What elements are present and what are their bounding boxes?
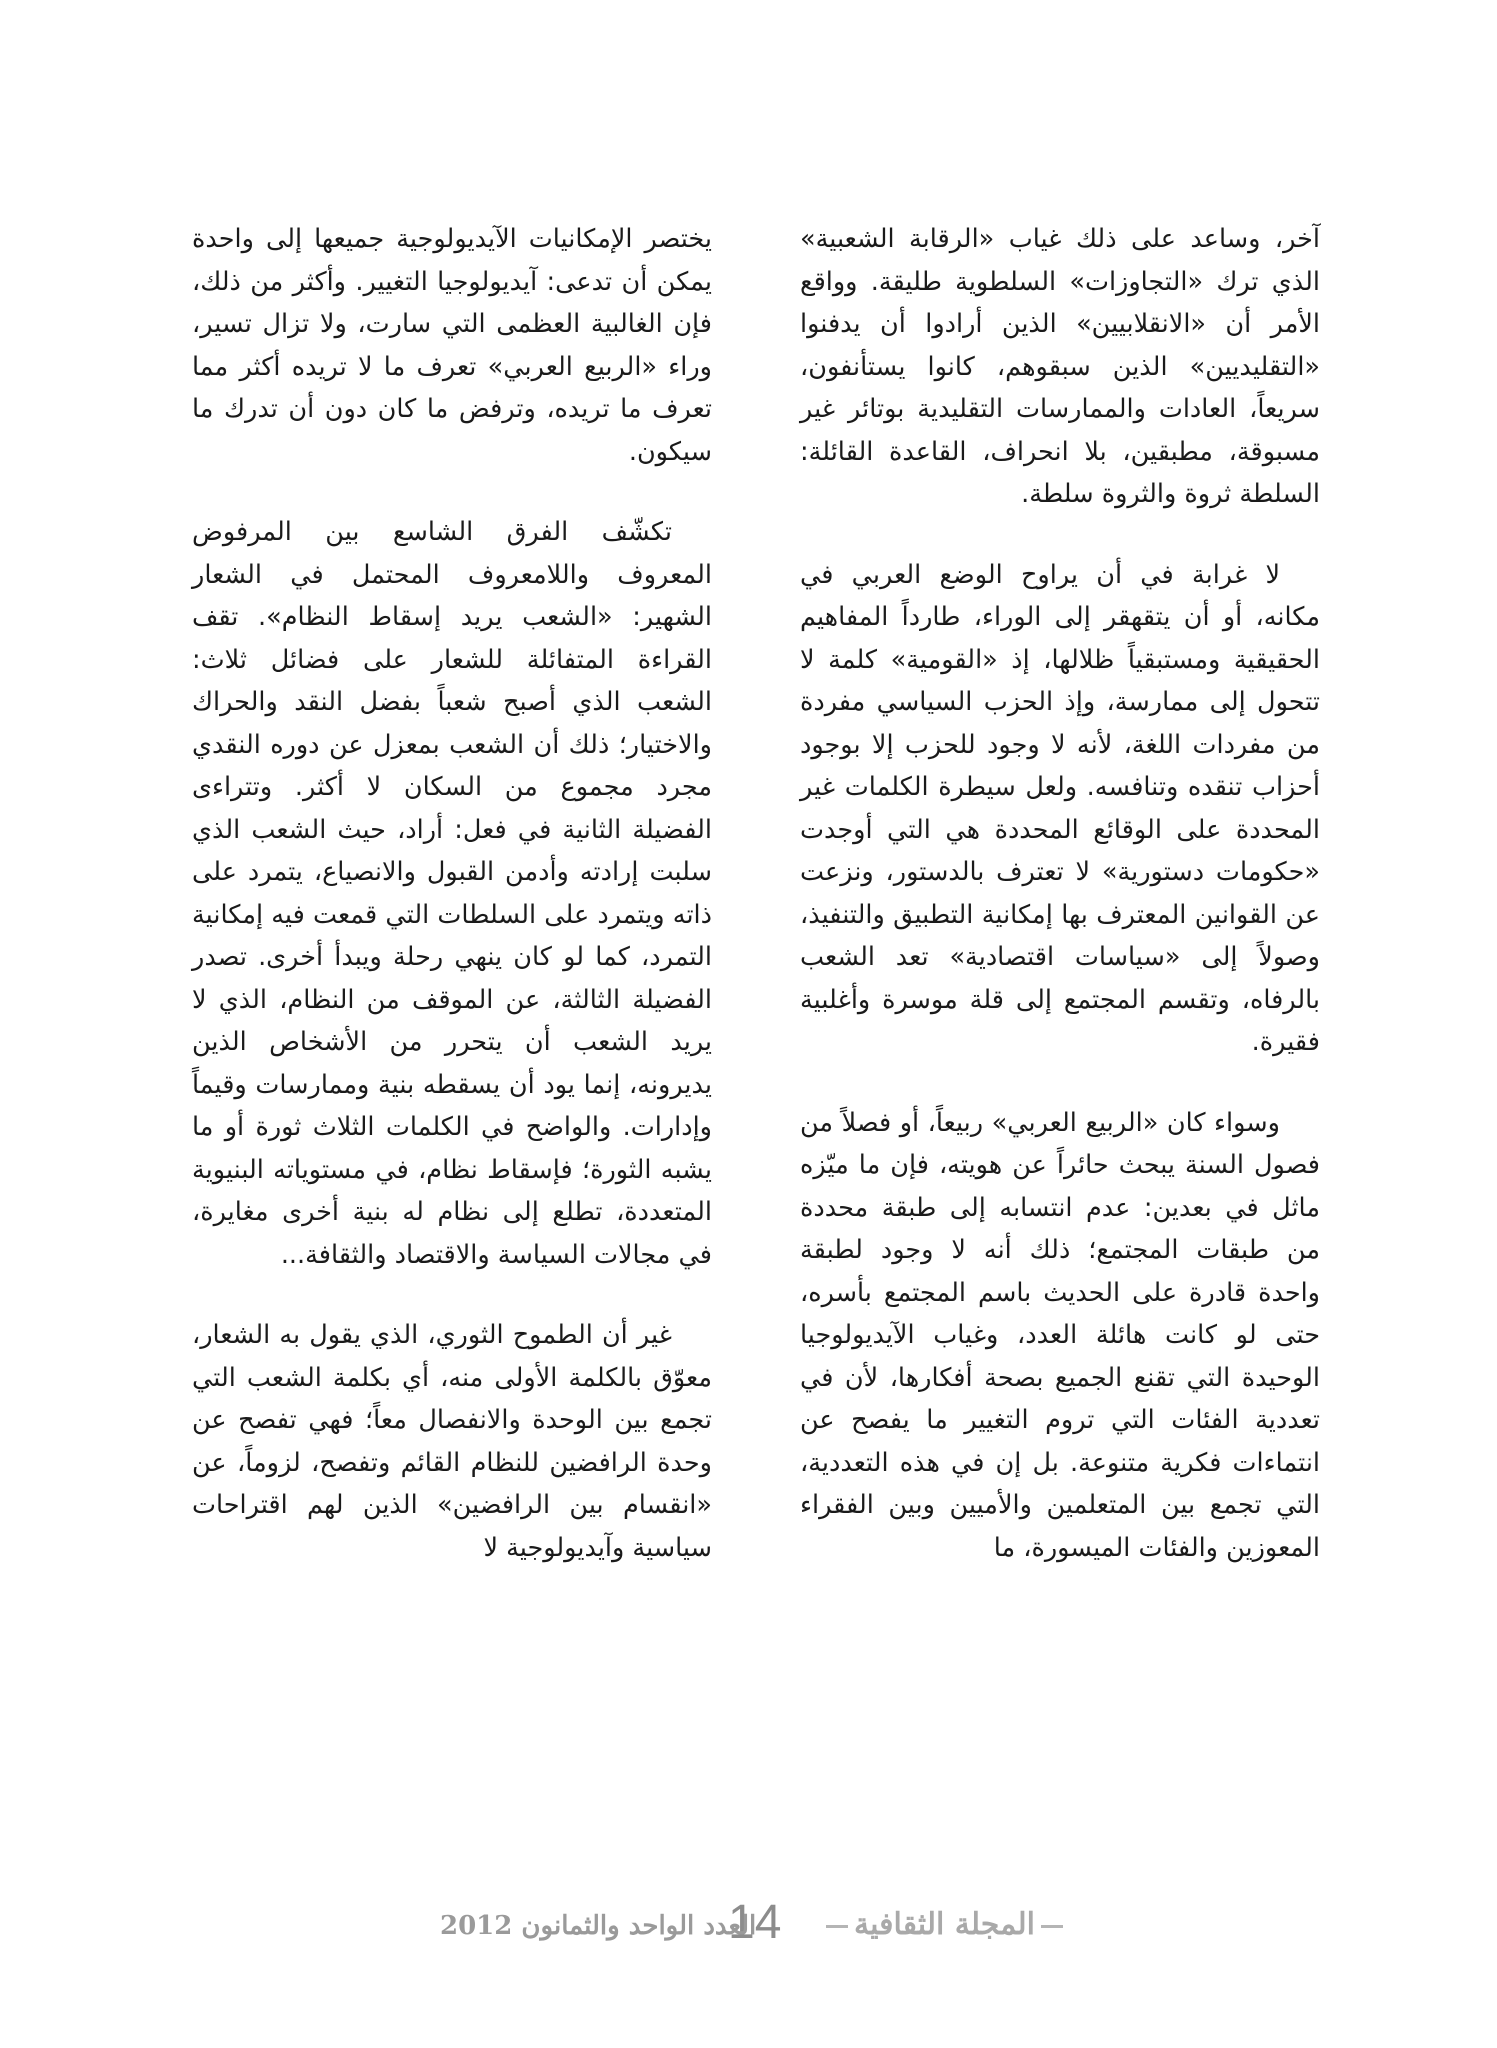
paragraph: تكشّف الفرق الشاسع بين المرفوض المعروف واللامعروف المحتمل في الشعار الشهير: «الشعب يريد إسقاط النظام». تقف القراءة المتفائلة للشعار على فضائل ثلاث: الشعب الذي أصبح شعباً بفضل النقد والحراك والاختيار؛ ذلك أن الشعب بمعزل عن دوره النقدي مجرد مجموع من السكان لا أكثر. وتتراءى الفضيلة الثانية في فعل: أراد، حيث الشعب الذي سلبت إرادته وأدمن القبول والانصياع، يتمرد على ذاته ويتمرد على السلطات التي قمعت فيه إمكانية التمرد، كما لو كان ينهي رحلة ويبدأ أخرى. تصدر الفضيلة الثالثة، عن الموقف من النظام، الذي لا يريد الشعب أن يتحرر من الأشخاص الذين يديرونه، إنما يود أن يسقطه بنية وممارسات وقيماً وإدارات. والواضح في الكلمات الثلاث ثورة أو ما يشبه الثورة؛ فإسقاط نظام، في مستوياته البنيوية المتعددة، تطلع إلى نظام له بنية أخرى مغايرة، في مجالات السياسة والاقتصاد والثقافة...	[192, 517, 712, 1270]
paragraph: لا غرابة في أن يراوح الوضع العربي في مكانه، أو أن يتقهقر إلى الوراء، طارداً المفاهيم الحقيقية ومستبقياً ظلالها، إذ «القومية» كلمة لا تتحول إلى ممارسة، وإذ الحزب السياسي مفردة من مفردات اللغة، لأنه لا وجود للحزب إلا بوجود أحزاب تنقده وتنافسه. ولعل سيطرة الكلمات غير المحددة على الوقائع المحددة هي التي أوجدت «حكومات دستورية» لا تعترف بالدستور، ونزعت عن القوانين المعترف بها إمكانية التطبيق والتنفيذ، وصولاً إلى «سياسات اقتصادية» تعد الشعب بالرفاه، وتقسم المجتمع إلى قلة موسرة وأغلبية فقيرة.	[800, 559, 1320, 1057]
paragraph: غير أن الطموح الثوري، الذي يقول به الشعار، معوّق بالكلمة الأولى منه، أي بكلمة الشعب التي تجمع بين الوحدة والانفصال معاً؛ فهي تفصح عن وحدة الرافضين للنظام القائم وتفصح، لزوماً، عن «انقسام بين الرافضين» الذين لهم اقتراحات سياسية وآيديولوجية لا	[192, 1320, 712, 1563]
issue-label: العدد الواحد والثمانون 2012	[440, 1911, 757, 1941]
paragraph: آخر، وساعد على ذلك غياب «الرقابة الشعبية» الذي ترك «التجاوزات» السلطوية طليقة. وواقع الأمر أن «الانقلابيين» الذين أرادوا أن يدفنوا «التقليديين» الذين سبقوهم، كانوا يستأنفون، سريعاً، العادات والممارسات التقليدية بوتائر غير مسبوقة، مطبقين، بلا انحراف، القاعدة القائلة: السلطة ثروة والثروة سلطة.	[800, 224, 1320, 509]
magazine-name-text: المجلة الثقافية	[854, 1907, 1035, 1942]
left-column	[192, 218, 712, 1607]
page-number: 14	[728, 1896, 782, 1949]
right-column	[800, 218, 1320, 1607]
paragraph: يختصر الإمكانيات الآيديولوجية جميعها إلى واحدة يمكن أن تدعى: آيديولوجيا التغيير. وأكثر من ذلك، فإن الغالبية العظمى التي سارت، ولا تزال تسير، وراء «الربيع العربي» تعرف ما لا تريده أكثر مما تعرف ما تريده، وترفض ما كان دون أن تدرك ما سيكون.	[192, 224, 712, 467]
magazine-name	[820, 1907, 1069, 1942]
page-footer	[0, 1895, 1497, 1955]
paragraph: وسواء كان «الربيع العربي» ربيعاً، أو فصلاً من فصول السنة يبحث حائراً عن هويته، فإن ما ميّزه ماثل في بعدين: عدم انتسابه إلى طبقة محددة من طبقات المجتمع؛ ذلك أنه لا وجود لطبقة واحدة قادرة على الحديث باسم المجتمع بأسره، حتى لو كانت هائلة العدد، وغياب الآيديولوجيا الوحيدة التي تقنع الجميع بصحة أفكارها، لأن في تعددية الفئات التي تروم التغيير ما يفصح عن انتماءات فكرية متنوعة. بل إن في هذه التعددية، التي تجمع بين المتعلمين والأميين وبين الفقراء المعوزين والفئات الميسورة، ما	[800, 1107, 1320, 1563]
decorative-bar	[826, 1925, 848, 1928]
decorative-bar	[1041, 1925, 1063, 1928]
